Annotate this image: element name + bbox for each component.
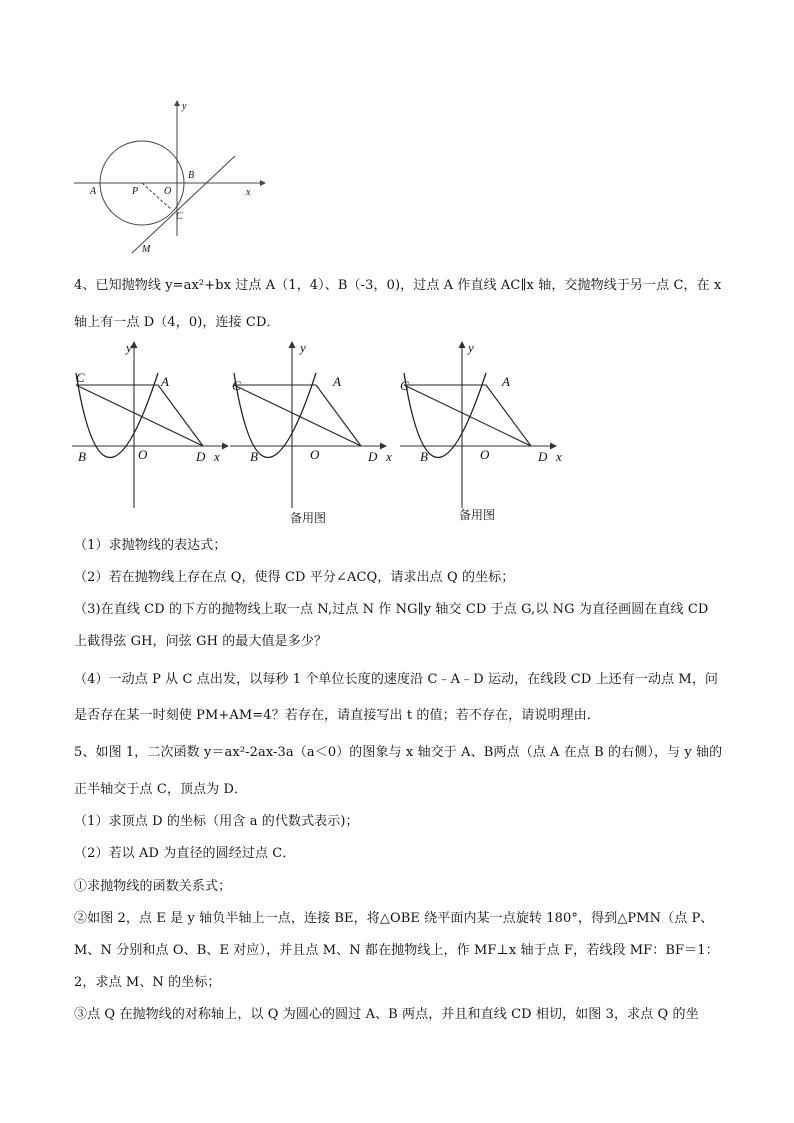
fig3-label-y: y [468, 340, 474, 355]
fig3-label-a: A [502, 374, 510, 389]
spare-caption-2: 备用图 [459, 508, 496, 522]
fig2-label-y: y [300, 340, 306, 355]
fig1-label-x: x [214, 449, 220, 464]
q5-line6: ②如图 2，点 E 是 y 轴负半轴上一点，连接 BE，将△OBE 绕平面内某一点旋转 180°，得到△PMN（点 P、 [74, 911, 714, 926]
y-axis-arrow [174, 100, 180, 106]
q4-line1: 4、已知抛物线 y=ax²+bx 过点 A（1，4）、B（-3，0)，过点 A 作直线 AC∥x 轴，交抛物线于另一点 C，在 x [74, 278, 722, 293]
label-x: x [246, 187, 251, 198]
label-y: y [182, 101, 187, 112]
circle-figure [70, 98, 270, 258]
fig2-label-x: x [386, 449, 392, 464]
q5-line8: 2，求点 M、N 的坐标； [74, 975, 221, 990]
parabola-figures-svg [0, 338, 794, 528]
fig1-label-d: D [196, 449, 206, 464]
fig2-label-c: C [232, 378, 241, 393]
q5-line7: M、N 分别和点 O、B、E 对应），并且点 M、N 都在抛物线上，作 MF⊥x 轴于点 F，若线段 MF：BF＝1： [74, 943, 719, 958]
fig3-label-o: O [480, 447, 490, 462]
q5-line2: 正半轴交于点 C，顶点为 D． [74, 782, 248, 797]
q4-part3b: 上截得弦 GH，问弦 GH 的最大值是多少？ [74, 634, 328, 649]
fig2-label-b: B [250, 449, 258, 464]
circle-figure-svg [70, 98, 270, 258]
q4-part4b: 是否存在某一时刻使 PM+AM=4？若存在，请直接写出 t 的值；若不存在，请说明理由． [74, 708, 600, 723]
fig1-label-c: C [76, 370, 85, 385]
q5-line3: （1）求顶点 D 的坐标（用含 a 的代数式表示)； [74, 814, 359, 829]
fig1-label-a: A [161, 374, 169, 389]
label-c: C [176, 211, 183, 222]
q4-part1: （1）求抛物线的表达式； [74, 538, 227, 553]
fig2-label-o: O [310, 447, 320, 462]
label-o: O [164, 186, 172, 197]
fig1-label-b: B [78, 449, 86, 464]
fig2-label-a: A [333, 374, 341, 389]
fig1-label-o: O [138, 447, 148, 462]
parabola-figure-3 [400, 340, 562, 508]
q5-line9: ③点 Q 在抛物线的对称轴上，以 Q 为圆心的圆过 A、B 两点，并且和直线 CD 相切，如图 3，求点 Q 的坐 [74, 1007, 699, 1022]
parabola-figure-2 [230, 340, 392, 508]
q4-part3a: （3)在直线 CD 的下方的抛物线上取一点 N,过点 N 作 NG∥y 轴交 CD 于点 G,以 NG 为直径画圆在直线 CD [74, 602, 709, 617]
fig2-label-d: D [368, 449, 378, 464]
spare-caption-1: 备用图 [290, 511, 327, 525]
q4-line2: 轴上有一点 D（4，0)，连接 CD． [74, 315, 280, 330]
x-axis-arrow [260, 180, 266, 186]
fig1-label-y: y [126, 340, 132, 355]
fig3-label-d: D [538, 449, 548, 464]
label-b: B [188, 170, 195, 181]
q5-line4: （2）若以 AD 为直径的圆经过点 C． [74, 846, 296, 861]
parabola-figure-1 [72, 340, 229, 508]
q5-line1: 5、如图 1，二次函数 y＝ax²-2ax-3a（a＜0）的图象与 x 轴交于 A、B两点（点 A 在点 B 的右侧），与 y 轴的 [74, 745, 723, 760]
q5-line5: ①求抛物线的函数关系式； [74, 879, 232, 894]
q4-part2: （2）若在抛物线上存在点 Q，使得 CD 平分∠ACQ，请求出点 Q 的坐标； [74, 570, 515, 585]
tangent-line [132, 156, 235, 253]
label-p: P [132, 186, 139, 197]
label-a: A [90, 186, 97, 197]
fig3-label-x: x [556, 449, 562, 464]
fig3-label-c: C [400, 378, 409, 393]
parabola-figures [0, 338, 794, 528]
fig3-label-b: B [420, 449, 428, 464]
q4-part4a: （4）一动点 P 从 C 点出发，以每秒 1 个单位长度的速度沿 C﹣A﹣D 运动，在线段 CD 上还有一动点 M，问 [74, 672, 719, 687]
label-m: M [142, 244, 151, 255]
